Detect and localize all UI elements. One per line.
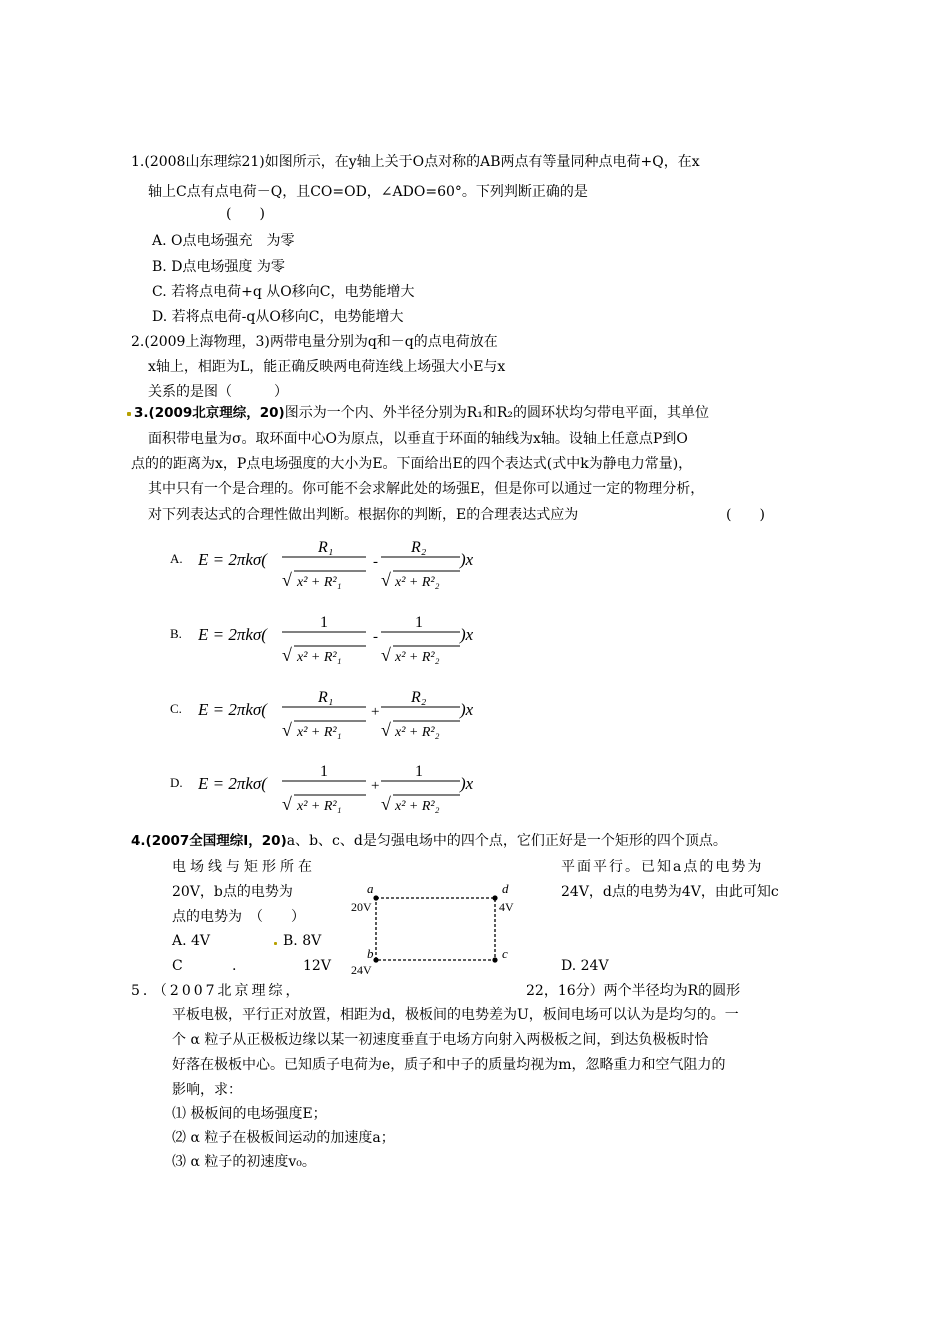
q3-option-d-label: D.: [170, 775, 183, 790]
q3-formula-a: [198, 534, 498, 594]
sqrt-2: √: [381, 794, 391, 814]
q3-line1: [134, 402, 709, 424]
q3-line3: 点的的距离为x，P点电场强度的大小为E。下面给出E的四个表达式(式中k为静电力常量)，: [131, 456, 693, 472]
q1-option-a: A. O点电场强充 为零: [152, 233, 295, 249]
q3-line4: 其中只有一个是合理的。你可能不会求解此处的场强E，但是你可以通过一定的物理分析，: [148, 481, 705, 497]
formula-rhs: )x: [460, 550, 474, 569]
q2-line1: 2.(2009上海物理，3)两带电量分别为q和－q的点电荷放在: [131, 334, 498, 350]
q3-formula-b: [198, 609, 498, 669]
numerator-1: R₁: [318, 539, 334, 556]
q5-sub-3: ⑶ α 粒子的初速度v₀。: [172, 1154, 316, 1170]
q4-left-line1: 电场线与矩形所在: [172, 859, 316, 875]
point-b: [373, 957, 378, 962]
formula-lhs: E = 2πkσ(: [198, 700, 267, 719]
formula-rhs: )x: [460, 700, 474, 719]
sqrt-1: √: [282, 794, 292, 814]
q3-line1-text: 图示为一个内、外半径分别为R₁和R₂的圆环状均匀带电平面，其单位: [284, 405, 710, 421]
q3-paren: ( ): [726, 507, 765, 523]
denominator-1: x² + R²₁: [297, 725, 342, 740]
numerator-2: R₂: [411, 689, 427, 706]
q1-option-d: D. 若将点电荷-q从O移向C，电势能增大: [152, 309, 404, 325]
sqrt-1: √: [282, 720, 292, 740]
point-a: [373, 895, 378, 900]
rectangle-outline: [376, 898, 495, 960]
formula-rhs: )x: [460, 625, 474, 644]
label-c: c: [502, 946, 508, 961]
q3-option-a-label: A.: [170, 551, 183, 566]
q5-line1-b: 22，16分）两个半径均为R的圆形: [526, 983, 741, 999]
sqrt-1: √: [282, 570, 292, 590]
q4-option-d: D. 24V: [561, 958, 609, 974]
q4-right-line2: 24V，d点的电势为4V，由此可知c: [561, 884, 779, 900]
q4-right-line1: 平面平行。已知a点的电势为: [561, 859, 764, 875]
denominator-1: x² + R²₁: [297, 799, 342, 814]
sqrt-2: √: [381, 570, 391, 590]
formula-lhs: E = 2πkσ(: [198, 625, 267, 644]
q5-sub-1: ⑴ 极板间的电场强度E；: [172, 1106, 327, 1122]
operator: -: [373, 554, 378, 570]
operator: -: [373, 629, 378, 645]
q3-option-b-label: B.: [170, 626, 182, 641]
q4-option-c-value: 12V: [303, 958, 331, 974]
formula-lhs: E = 2πkσ(: [198, 774, 267, 793]
q5-line5: 影响，求：: [172, 1082, 242, 1098]
numerator-1: 1: [320, 614, 328, 631]
q2-line3: 关系的是图（ ）: [148, 384, 288, 400]
q5-line3: 个 α 粒子从正极板边缘以某一初速度垂直于电场方向射入两极板之间，到达负极板时恰: [172, 1032, 709, 1048]
sqrt-1: √: [282, 645, 292, 665]
q4-option-a: A. 4V: [172, 933, 211, 949]
formula-rhs: )x: [460, 774, 474, 793]
q5-line1-a: 5．（2007北京理综，: [131, 983, 303, 999]
numerator-1: 1: [320, 763, 328, 780]
numerator-2: 1: [415, 763, 423, 780]
q3-formula-c: [198, 684, 498, 744]
q3-source: 3.(2009北京理综，20): [134, 405, 285, 421]
label-a-voltage: 20V: [351, 900, 372, 914]
numerator-1: R₁: [318, 689, 334, 706]
formula-lhs: E = 2πkσ(: [198, 550, 267, 569]
q1-line1: 1.(2008山东理综21)如图所示，在y轴上关于O点对称的AB两点有等量同种点电荷+Q，在x: [131, 154, 700, 170]
q1-line2: 轴上C点有点电荷－Q，且CO=OD，∠ADO=60°。下列判断正确的是: [148, 184, 588, 200]
q4-rectangle-diagram: [345, 878, 535, 978]
denominator-2: x² + R²₂: [395, 650, 440, 665]
numerator-2: 1: [415, 614, 423, 631]
q4-left-line3: 点的电势为 （ ）: [172, 909, 305, 925]
edit-mark: [274, 942, 277, 945]
q3-line5: 对下列表达式的合理性做出判断。根据你的判断，E的合理表达式应为: [148, 507, 579, 523]
q4-left-line2: 20V，b点的电势为: [172, 884, 293, 900]
sqrt-2: √: [381, 720, 391, 740]
q3-formula-d: [198, 758, 498, 818]
label-a: a: [367, 881, 374, 896]
q5-sub-2: ⑵ α 粒子在极板间运动的加速度a；: [172, 1130, 395, 1146]
label-d-voltage: 4V: [499, 900, 514, 914]
denominator-2: x² + R²₂: [395, 575, 440, 590]
q1-option-c: C. 若将点电荷+q 从O移向C，电势能增大: [152, 284, 415, 300]
q3-line2: 面积带电量为σ。取环面中心O为原点，以垂直于环面的轴线为x轴。设轴上任意点P到O: [148, 431, 688, 447]
q2-line2: x轴上，相距为L，能正确反映两电荷连线上场强大小E与x: [148, 359, 506, 375]
q5-line2: 平板电极，平行正对放置，相距为d，极板间的电势差为U，板间电场可以认为是均匀的。一: [172, 1007, 739, 1023]
label-b: b: [367, 946, 374, 961]
operator: +: [371, 778, 380, 794]
sqrt-2: √: [381, 645, 391, 665]
q4-option-c-letter: C: [172, 958, 183, 974]
point-c: [492, 957, 497, 962]
label-b-voltage: 24V: [351, 963, 372, 977]
numerator-2: R₂: [411, 539, 427, 556]
denominator-2: x² + R²₂: [395, 799, 440, 814]
q4-source: 4.(2007全国理综Ⅰ，20): [131, 833, 287, 849]
q4-line1-text: a、b、c、d是匀强电场中的四个点，它们正好是一个矩形的四个顶点。: [286, 833, 727, 849]
q4-line1: [131, 830, 727, 852]
denominator-1: x² + R²₁: [297, 650, 342, 665]
point-d: [492, 895, 497, 900]
denominator-1: x² + R²₁: [297, 575, 342, 590]
q4-option-b: B. 8V: [283, 933, 322, 949]
operator: +: [371, 704, 380, 720]
q3-option-c-label: C.: [170, 701, 182, 716]
q5-line4: 好落在极板中心。已知质子电荷为e，质子和中子的质量均视为m，忽略重力和空气阻力的: [172, 1057, 726, 1073]
label-d: d: [502, 881, 509, 896]
denominator-2: x² + R²₂: [395, 725, 440, 740]
q1-paren: ( ): [226, 206, 265, 222]
q1-option-b: B. D点电场强度 为零: [152, 259, 285, 275]
edit-mark: [127, 412, 131, 416]
q4-option-c-dot: .: [232, 958, 237, 974]
